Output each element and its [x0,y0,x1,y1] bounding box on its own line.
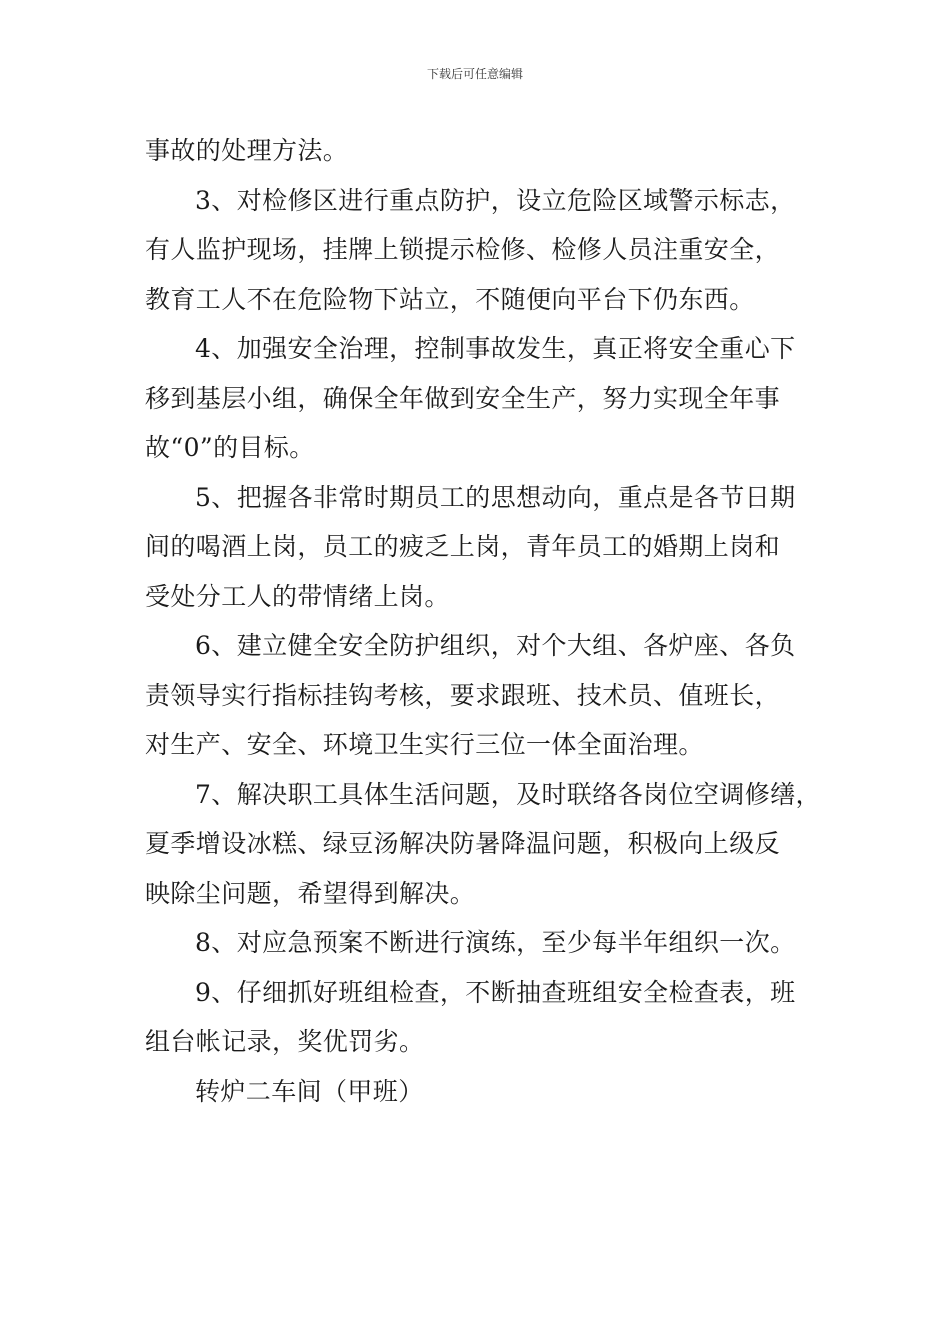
text-line: 受处分工人的带情绪上岗。 [145,581,450,611]
text-line: 对生产、安全、环境卫生实行三位一体全面治理。 [145,730,704,759]
text-line: 5、把握各非常时期员工的思想动向，重点是各节日期 [195,482,796,512]
text-line: 4、加强安全治理，控制事故发生，真正将安全重心下 [195,334,796,363]
text-line: 事故的处理方法。 [145,136,349,165]
page-header-note: 下载后可任意编辑 [426,67,523,81]
text-line: 有人监护现场，挂牌上锁提示检修、检修人员注重安全， [145,235,781,264]
text-line: 8、对应急预案不断进行演练，至少每半年组织一次。 [195,928,796,957]
text-line: 夏季增设冰糕、绿豆汤解决防暑降温问题，积极向上级反 [145,829,781,858]
document-body [145,126,821,1116]
text-line: 3、对检修区进行重点防护，设立危险区域警示标志， [195,185,796,215]
text-line: 映除尘问题，希望得到解决。 [145,878,476,908]
text-line: 故“0”的目标。 [145,433,315,462]
text-line: 教育工人不在危险物下站立，不随便向平台下仍东西。 [145,284,755,314]
text-line: 转炉二车间（甲班） [195,1076,424,1106]
text-line: 7、解决职工具体生活问题，及时联络各岗位空调修缮， [195,779,821,809]
text-line: 责领导实行指标挂钩考核，要求跟班、技术员、值班长， [145,680,781,710]
text-line: 移到基层小组，确保全年做到安全生产，努力实现全年事 [145,383,781,413]
text-line: 6、建立健全安全防护组织，对个大组、各炉座、各负 [195,631,796,660]
text-line: 9、仔细抓好班组检查，不断抽查班组安全检查表，班 [195,977,796,1007]
text-line: 组台帐记录，奖优罚劣。 [145,1027,425,1056]
text-line: 间的喝酒上岗，员工的疲乏上岗，青年员工的婚期上岗和 [145,532,781,561]
